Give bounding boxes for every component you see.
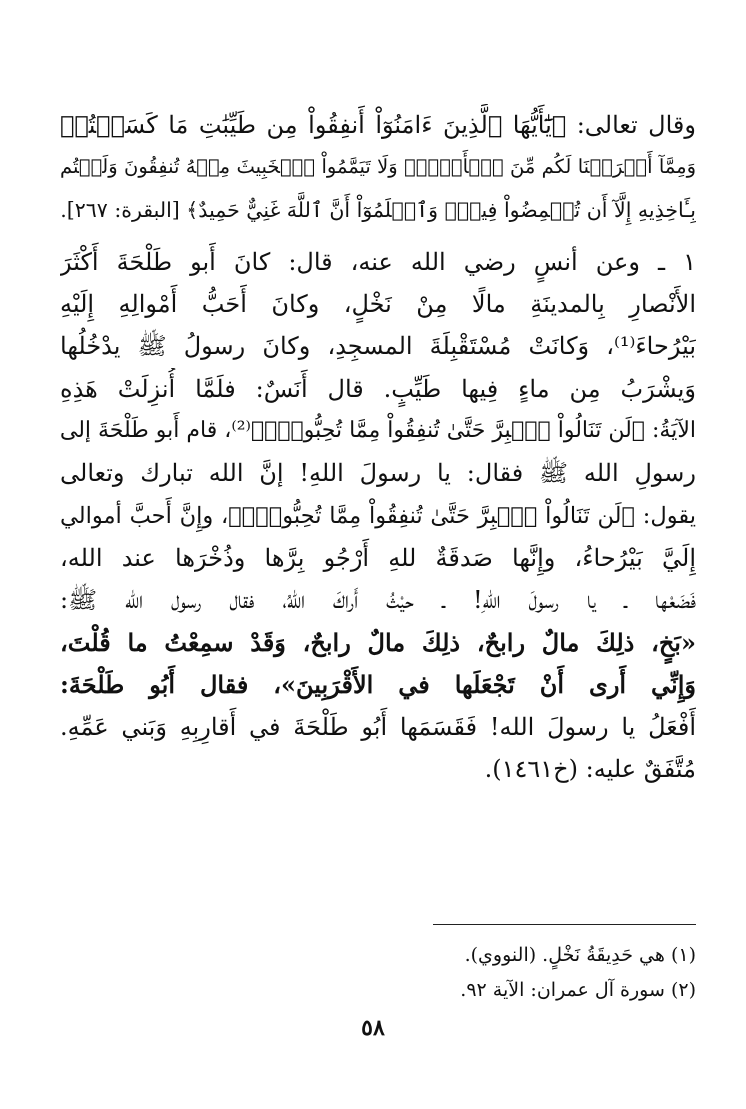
paragraph-spacer bbox=[60, 231, 696, 241]
footnote-divider bbox=[433, 924, 696, 925]
prophet-quote-line: وَإِنِّي أَرى أَنْ تَجْعَلَها في الأَقْرَبِينَ»، فقال أَبُو طَلْحَةَ: bbox=[60, 669, 696, 699]
text-line: ١ ـ وعن أنسٍ رضي الله عنه، قال: كانَ أَبو طَلْحَةَ أَكْثَرَ bbox=[60, 247, 696, 276]
text-line: وقال تعالى: ﴿يَٰٓأَيُّهَا ٱلَّذِينَ ءَامَنُوٓاْ أَنفِقُواْ مِن طَيِّبَٰتِ مَا كَسَبۡتُمۡ bbox=[60, 111, 696, 139]
prophet-quote-line: «بَخٍ، ذلِكَ مالٌ رابحٌ، ذلِكَ مالٌ رابحٌ، وَقَدْ سمِعْتُ ما قُلْتَ، bbox=[60, 627, 696, 657]
text-line: وَيشْرَبُ مِن ماءٍ فِيها طَيِّبٍ. قال أَنَسٌ: فلَمَّا أُنزِلَتْ هَذِهِ bbox=[60, 374, 696, 403]
text-line: أَفْعَلُ يا رسولَ الله! فَقَسَمَها أَبُو طَلْحَةَ في أَقارِبِهِ وَبَني عَمِّهِ. bbox=[60, 713, 696, 742]
text-line: يقول: ﴿لَن تَنَالُواْ ٱلۡبِرَّ حَتَّىٰ تُنفِقُواْ مِمَّا تُحِبُّونَۚ﴾، وإِنَّ أَحبَّ أموالي bbox=[60, 502, 696, 529]
verse-paragraph bbox=[60, 104, 696, 231]
footnote-1: (١) هي حَدِيقَةُ نَخْلٍ. (النووي). bbox=[464, 944, 696, 966]
text-line: بَيْرُحاءَ⁽¹⁾، وَكانَتْ مُسْتَقْبِلَةَ المسجِدِ، وكانَ رسولُ ﷺ يدْخُلُها bbox=[60, 332, 696, 361]
source-citation: مُتَّفَقٌ عليه: (خ١٤٦١). bbox=[484, 755, 696, 784]
text-line: فَضَعْها ـ يا رسولَ اللهِ! ـ حيْثُ أَراكَ اللهُ، فقال رسول الله ﷺ: bbox=[60, 586, 696, 615]
footnote-2: (٢) سورة آل عمران: الآية ٩٢. bbox=[460, 979, 696, 1001]
footnotes bbox=[60, 938, 696, 1008]
text-line: إِلَيَّ بَيْرُحاءُ، وإِنَّها صَدقَةٌ للهِ أَرْجُو بِرَّها وذُخْرَها عند الله، bbox=[60, 543, 696, 572]
text-line: الأَنْصارِ بِالمدينَةِ مالًا مِنْ نَخْلٍ، وكانَ أَحَبُّ أَمْوالِهِ إِلَيْهِ bbox=[60, 290, 696, 319]
text-line: الآيَةُ: ﴿لَن تَنَالُواْ ٱلۡبِرَّ حَتَّىٰ تُنفِقُواْ مِمَّا تُحِبُّونَۚ﴾⁽²⁾، قام أَبو طَلْحَةَ إلى bbox=[60, 418, 696, 444]
hadith-paragraph bbox=[60, 241, 696, 791]
text-line: بِـَٔاخِذِيهِ إِلَّآ أَن تُغۡمِضُواْ فِيهِۚ وَٱعۡلَمُوٓاْ أَنَّ ٱللَّهَ غَنِيٌّ حَمِيدٌ﴾ [البقرة: ٢٦٧]. bbox=[60, 197, 696, 222]
page-body bbox=[60, 104, 696, 791]
text-line: وَمِمَّآ أَخۡرَجۡنَا لَكُم مِّنَ ٱلۡأَرۡضِۖ وَلَا تَيَمَّمُواْ ٱلۡخَبِيثَ مِنۡهُ تُنفِقُونَ وَلَسۡتُم bbox=[60, 155, 696, 179]
text-line: رسولِ الله ﷺ فقال: يا رسولَ اللهِ! إنَّ الله تبارك وتعالى bbox=[60, 459, 696, 488]
page-number: ٥٨ bbox=[361, 1015, 385, 1041]
